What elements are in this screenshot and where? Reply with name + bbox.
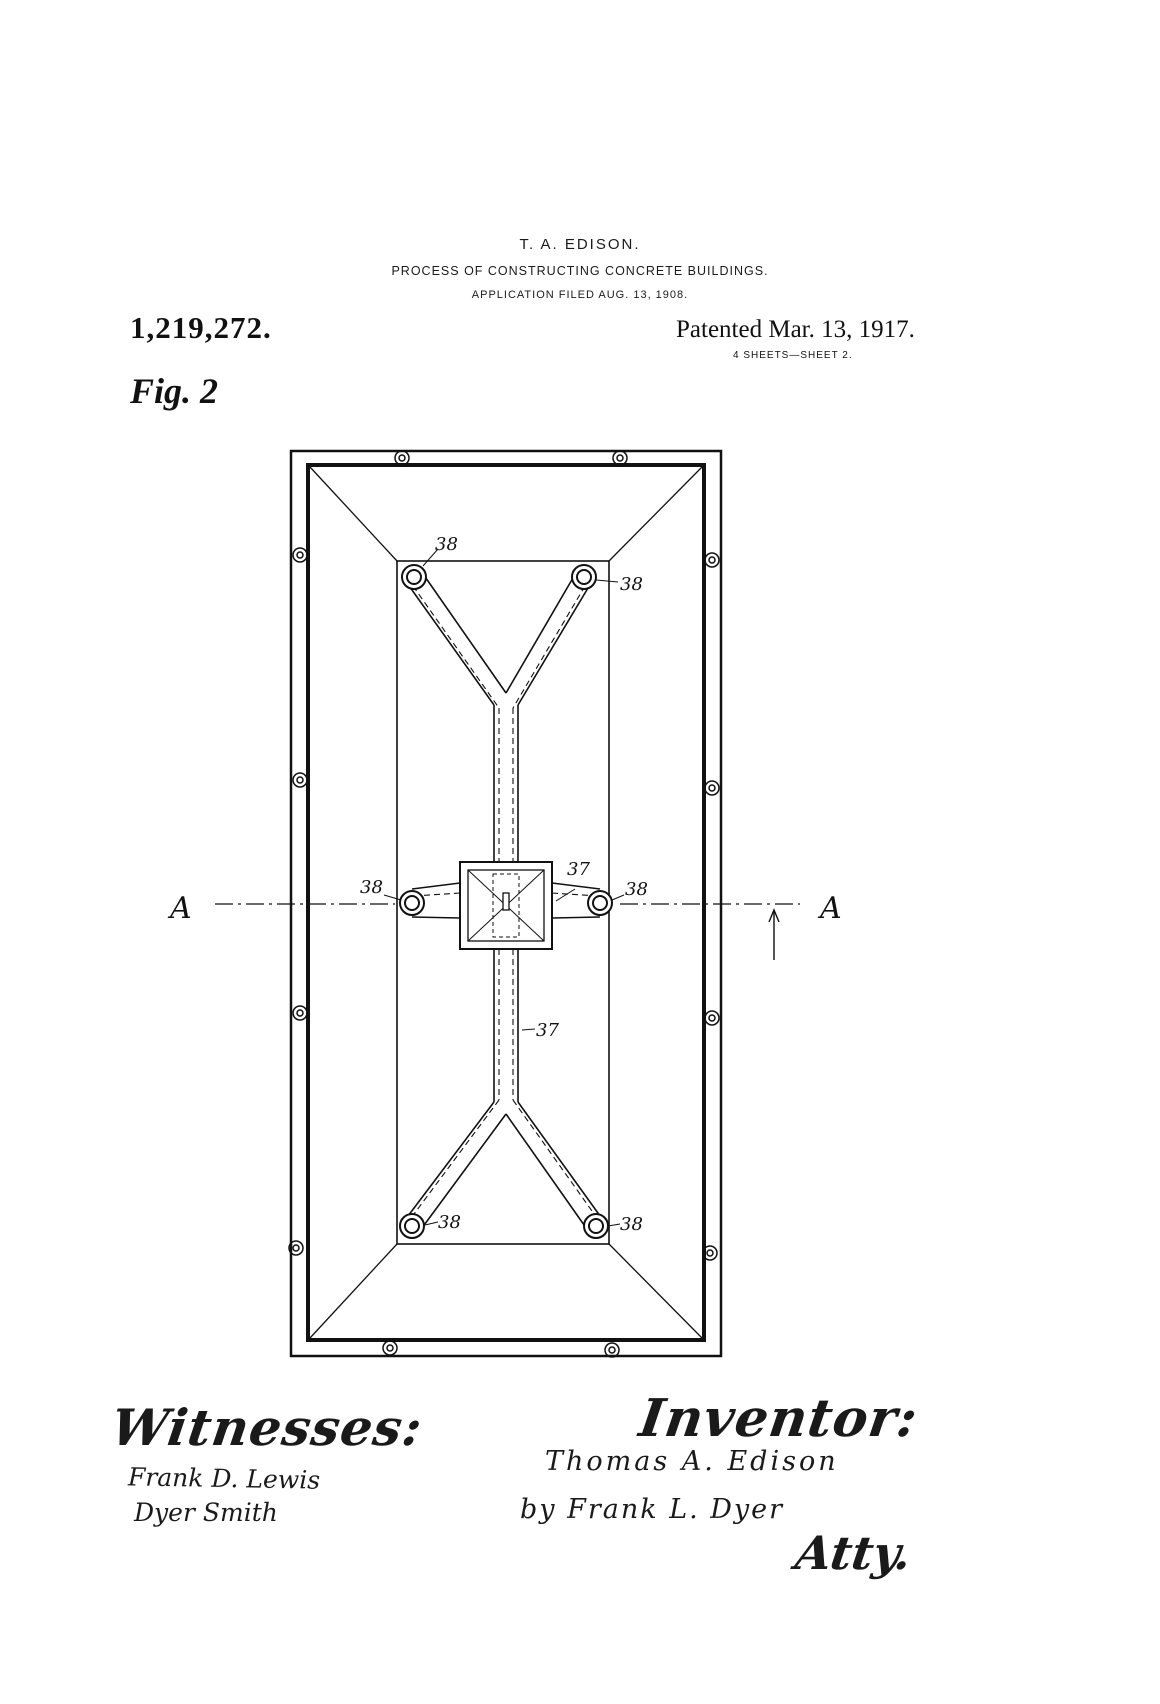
ref-38-middle-right: 38 (625, 879, 648, 900)
ref-37-channel-top: 37 (567, 859, 590, 880)
witness-signature-2: Dyer Smith (134, 1498, 278, 1527)
ref-38-bottom-right: 38 (620, 1214, 643, 1235)
ref-38-top-right: 38 (620, 574, 643, 595)
attorney-signature: by Frank L. Dyer (520, 1494, 785, 1525)
inventor-heading: Inventor: (635, 1388, 922, 1449)
sheet-info: 4 SHEETS—SHEET 2. (733, 350, 853, 361)
patent-number: 1,219,272. (130, 310, 272, 345)
witness-signature-1: Frank D. Lewis (127, 1462, 321, 1495)
inventor-name-header: T. A. EDISON. (519, 236, 641, 253)
ref-38-top-left: 38 (435, 534, 458, 555)
attorney-abbreviation: Atty. (792, 1526, 915, 1580)
figure-label: Fig. 2 (130, 371, 219, 411)
patent-title: PROCESS OF CONSTRUCTING CONCRETE BUILDINGS. (391, 264, 769, 278)
witnesses-heading: Witnesses: (107, 1398, 427, 1457)
central-hopper (460, 862, 552, 949)
patent-date: Patented Mar. 13, 1917. (676, 316, 915, 343)
ref-38-middle-left: 38 (360, 877, 383, 898)
ref-38-bottom-left: 38 (438, 1212, 461, 1233)
application-filed-date: APPLICATION FILED AUG. 13, 1908. (471, 289, 689, 301)
section-marker-left: A (170, 891, 192, 926)
ref-37-channel-center: 37 (536, 1020, 559, 1041)
section-marker-right: A (820, 891, 842, 926)
inventor-signature: Thomas A. Edison (545, 1446, 839, 1477)
